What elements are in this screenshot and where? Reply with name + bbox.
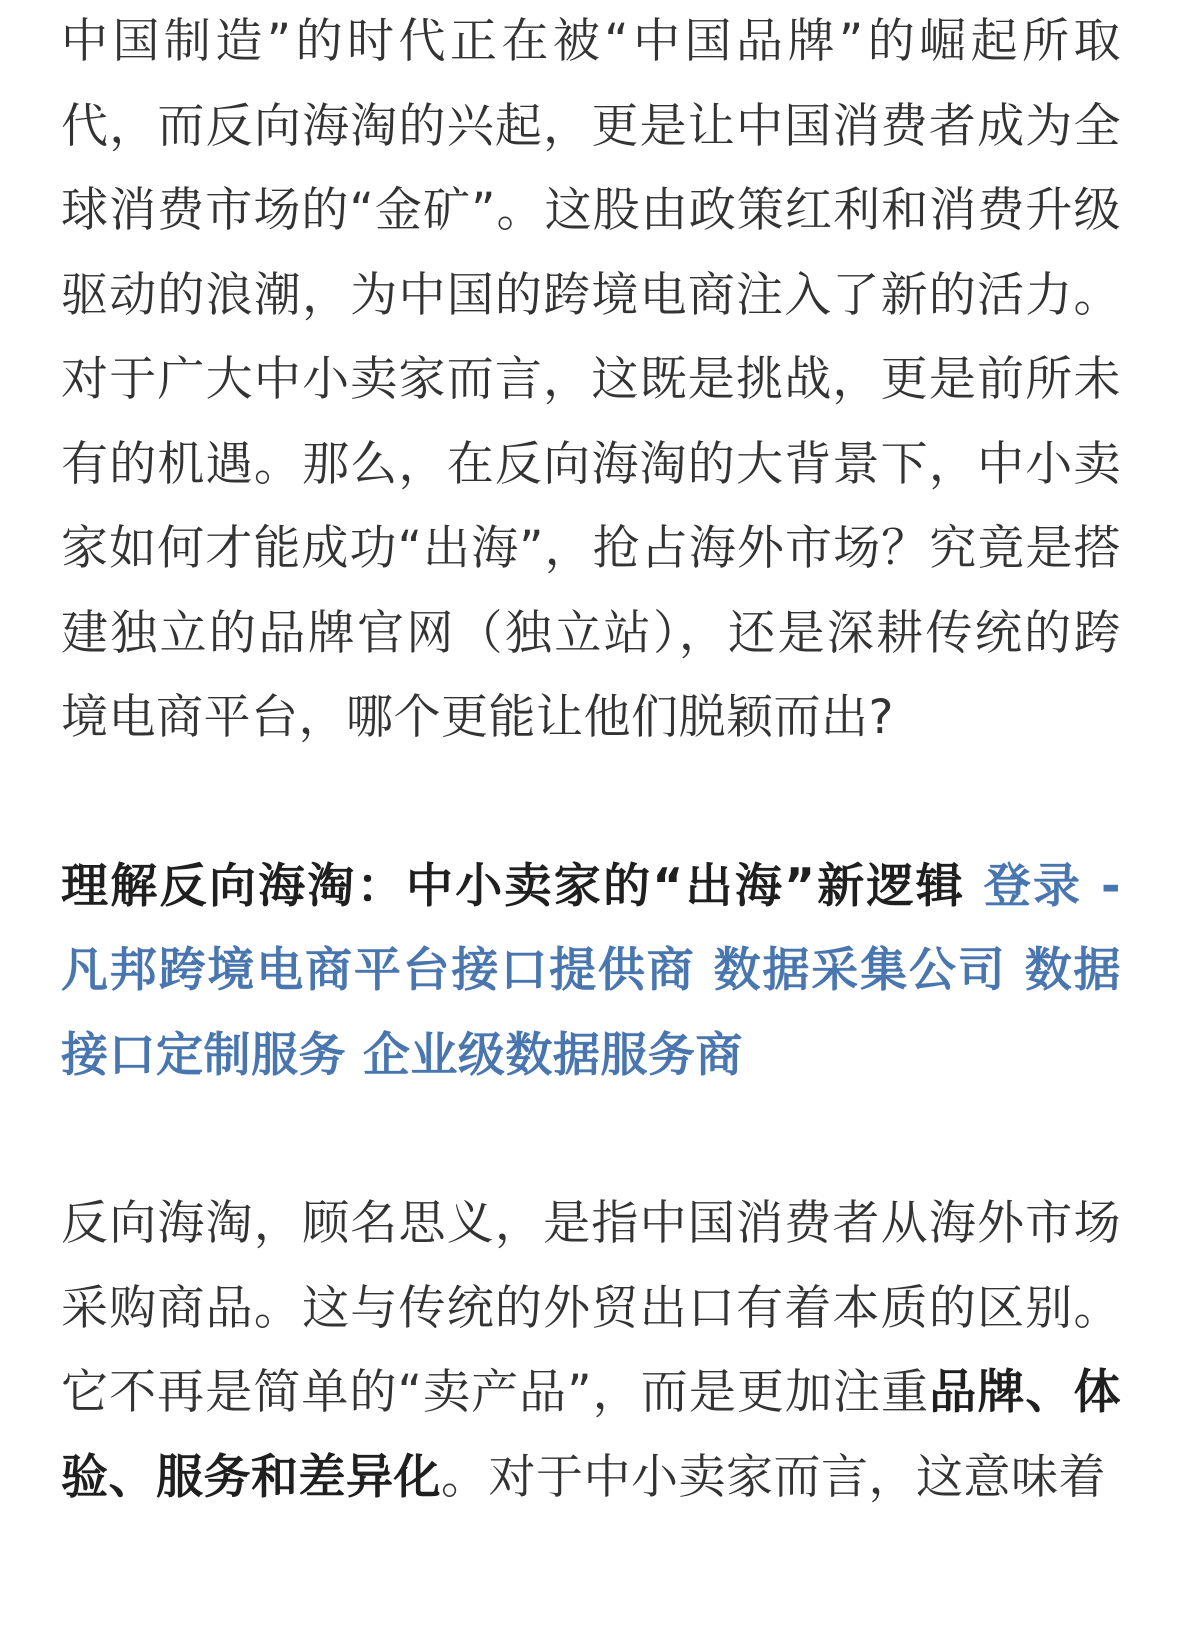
paragraph-rest-text: 。对于中小卖家而言，这意味着 bbox=[441, 1449, 1106, 1505]
link-data-api-custom-service[interactable]: 数据接口定制服务 bbox=[61, 943, 1121, 1083]
emphasis-text: 品牌、体验、服务和差异化 bbox=[61, 1365, 1121, 1505]
link-data-collection-company[interactable]: 数据采集公司 bbox=[713, 943, 1007, 998]
section-heading bbox=[61, 845, 1121, 1099]
section-heading-title: 理解反向海淘：中小卖家的“出海”新逻辑 bbox=[61, 858, 966, 914]
intro-paragraph: 中国制造”的时代正在被“中国品牌”的崛起所取代，而反向海淘的兴起，更是让中国消费者成为全球消费市场的“金矿”。这股由政策红利和消费升级驱动的浪潮，为中国的跨境电商注入了新的活力。对于广大中小卖家而言，这既是挑战，更是前所未有的机遇。那么，在反向海淘的大背景下，中小卖家如何才能成功“出海”，抢占海外市场？究竟是搭建独立的品牌官网（独立站），还是深耕传统的跨境电商平台，哪个更能让他们脱颖而出? bbox=[61, 14, 1121, 745]
paragraph-intro-text: 反向海淘，顾名思义，是指中国消费者从海外市场采购商品。这与传统的外贸出口有着本质的区别。它不再是简单的“卖产品”，而是更加注重 bbox=[61, 1196, 1121, 1420]
paragraph-spacer bbox=[61, 761, 1121, 845]
link-fanbang-login[interactable]: 登录 - 凡邦跨境电商平台接口提供商 bbox=[61, 858, 1121, 998]
link-enterprise-data-provider[interactable]: 企业级数据服务商 bbox=[362, 1027, 743, 1083]
reverse-haitao-paragraph bbox=[61, 1182, 1121, 1520]
paragraph-spacer bbox=[61, 1098, 1121, 1182]
article-body bbox=[61, 0, 1121, 1520]
